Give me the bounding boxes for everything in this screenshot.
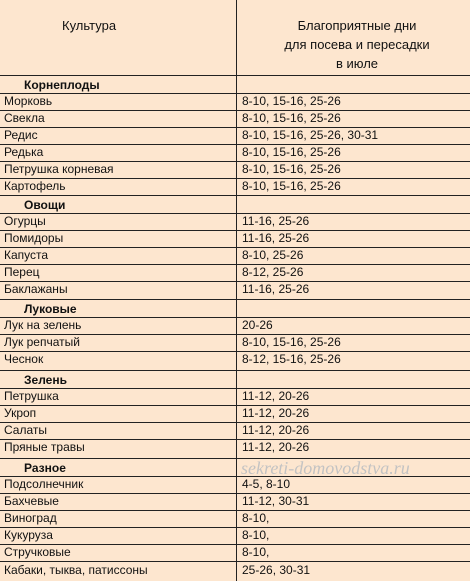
crop-name: Перец xyxy=(4,265,40,279)
row-divider xyxy=(0,351,470,352)
site-watermark: sekreti-domovodstva.ru xyxy=(241,458,410,478)
crop-name: Салаты xyxy=(4,423,48,437)
crop-days: 11-16, 25-26 xyxy=(242,282,310,296)
row-divider xyxy=(0,299,470,300)
row-divider xyxy=(0,405,470,406)
crop-name: Виноград xyxy=(4,511,57,525)
header-divider xyxy=(0,75,470,76)
crop-days: 8-12, 25-26 xyxy=(242,265,304,279)
header-days-line-2: для посева и пересадки xyxy=(284,37,430,52)
row-divider xyxy=(0,110,470,111)
crop-days: 8-10, 15-16, 25-26 xyxy=(242,179,341,193)
header-culture: Культура xyxy=(62,18,117,33)
crop-name: Чеснок xyxy=(4,352,44,366)
crop-days: 20-26 xyxy=(242,318,273,332)
category-title: Зелень xyxy=(24,373,67,387)
row-divider xyxy=(0,230,470,231)
crop-name: Баклажаны xyxy=(4,282,68,296)
crop-days: 8-10, 15-16, 25-26 xyxy=(242,111,341,125)
row-divider xyxy=(0,422,470,423)
crop-days: 8-10, xyxy=(242,511,270,525)
row-divider xyxy=(0,527,470,528)
row-divider xyxy=(0,370,470,371)
crop-days: 11-12, 30-31 xyxy=(242,494,310,508)
crop-days: 8-10, xyxy=(242,545,270,559)
crop-name: Морковь xyxy=(4,94,53,108)
crop-name: Редька xyxy=(4,145,44,159)
row-divider xyxy=(0,281,470,282)
row-divider xyxy=(0,213,470,214)
crop-days: 11-16, 25-26 xyxy=(242,214,310,228)
crop-days: 8-10, 15-16, 25-26 xyxy=(242,335,341,349)
crop-days: 25-26, 30-31 xyxy=(242,563,311,577)
crop-days: 8-10, 15-16, 25-26 xyxy=(242,162,341,176)
crop-name: Кабаки, тыква, патиссоны xyxy=(4,563,148,577)
row-divider xyxy=(0,144,470,145)
crop-days: 8-10, 15-16, 25-26 xyxy=(242,94,341,108)
crop-name: Лук репчатый xyxy=(4,335,80,349)
crop-days: 11-12, 20-26 xyxy=(242,423,310,437)
category-title: Луковые xyxy=(24,302,77,316)
crop-name: Стручковые xyxy=(4,545,71,559)
row-divider xyxy=(0,195,470,196)
row-divider xyxy=(0,493,470,494)
row-divider xyxy=(0,388,470,389)
header-favorable-days xyxy=(252,16,462,73)
crop-name: Лук на зелень xyxy=(4,318,82,332)
category-title: Разное xyxy=(24,461,66,475)
crop-name: Пряные травы xyxy=(4,440,85,454)
crop-name: Помидоры xyxy=(4,231,64,245)
row-divider xyxy=(0,93,470,94)
crop-days: 8-10, 15-16, 25-26 xyxy=(242,145,341,159)
crop-name: Петрушка корневая xyxy=(4,162,114,176)
row-divider xyxy=(0,127,470,128)
crop-name: Картофель xyxy=(4,179,66,193)
crop-days: 11-16, 25-26 xyxy=(242,231,310,245)
crop-days: 8-10, 25-26 xyxy=(242,248,304,262)
crop-days: 8-10, 15-16, 25-26, 30-31 xyxy=(242,128,379,142)
header-days-line-1: Благоприятные дни xyxy=(297,18,417,33)
row-divider xyxy=(0,510,470,511)
crop-days: 8-10, xyxy=(242,528,270,542)
crop-days: 11-12, 20-26 xyxy=(242,389,310,403)
crop-days: 11-12, 20-26 xyxy=(242,440,310,454)
crop-days: 11-12, 20-26 xyxy=(242,406,310,420)
crop-name: Укроп xyxy=(4,406,37,420)
crop-days: 8-12, 15-16, 25-26 xyxy=(242,352,341,366)
row-divider xyxy=(0,264,470,265)
crop-name: Капуста xyxy=(4,248,49,262)
category-title: Корнеплоды xyxy=(24,78,100,92)
category-title: Овощи xyxy=(24,198,66,212)
crop-name: Петрушка xyxy=(4,389,59,403)
header-days-line-3: в июле xyxy=(335,56,379,71)
row-divider xyxy=(0,178,470,179)
crop-name: Свекла xyxy=(4,111,45,125)
crop-days: 4-5, 8-10 xyxy=(242,477,291,491)
crop-name: Редис xyxy=(4,128,38,142)
crop-name: Бахчевые xyxy=(4,494,59,508)
crop-name: Кукуруза xyxy=(4,528,53,542)
crop-name: Подсолнечник xyxy=(4,477,84,491)
crop-name: Огурцы xyxy=(4,214,46,228)
row-divider xyxy=(0,247,470,248)
